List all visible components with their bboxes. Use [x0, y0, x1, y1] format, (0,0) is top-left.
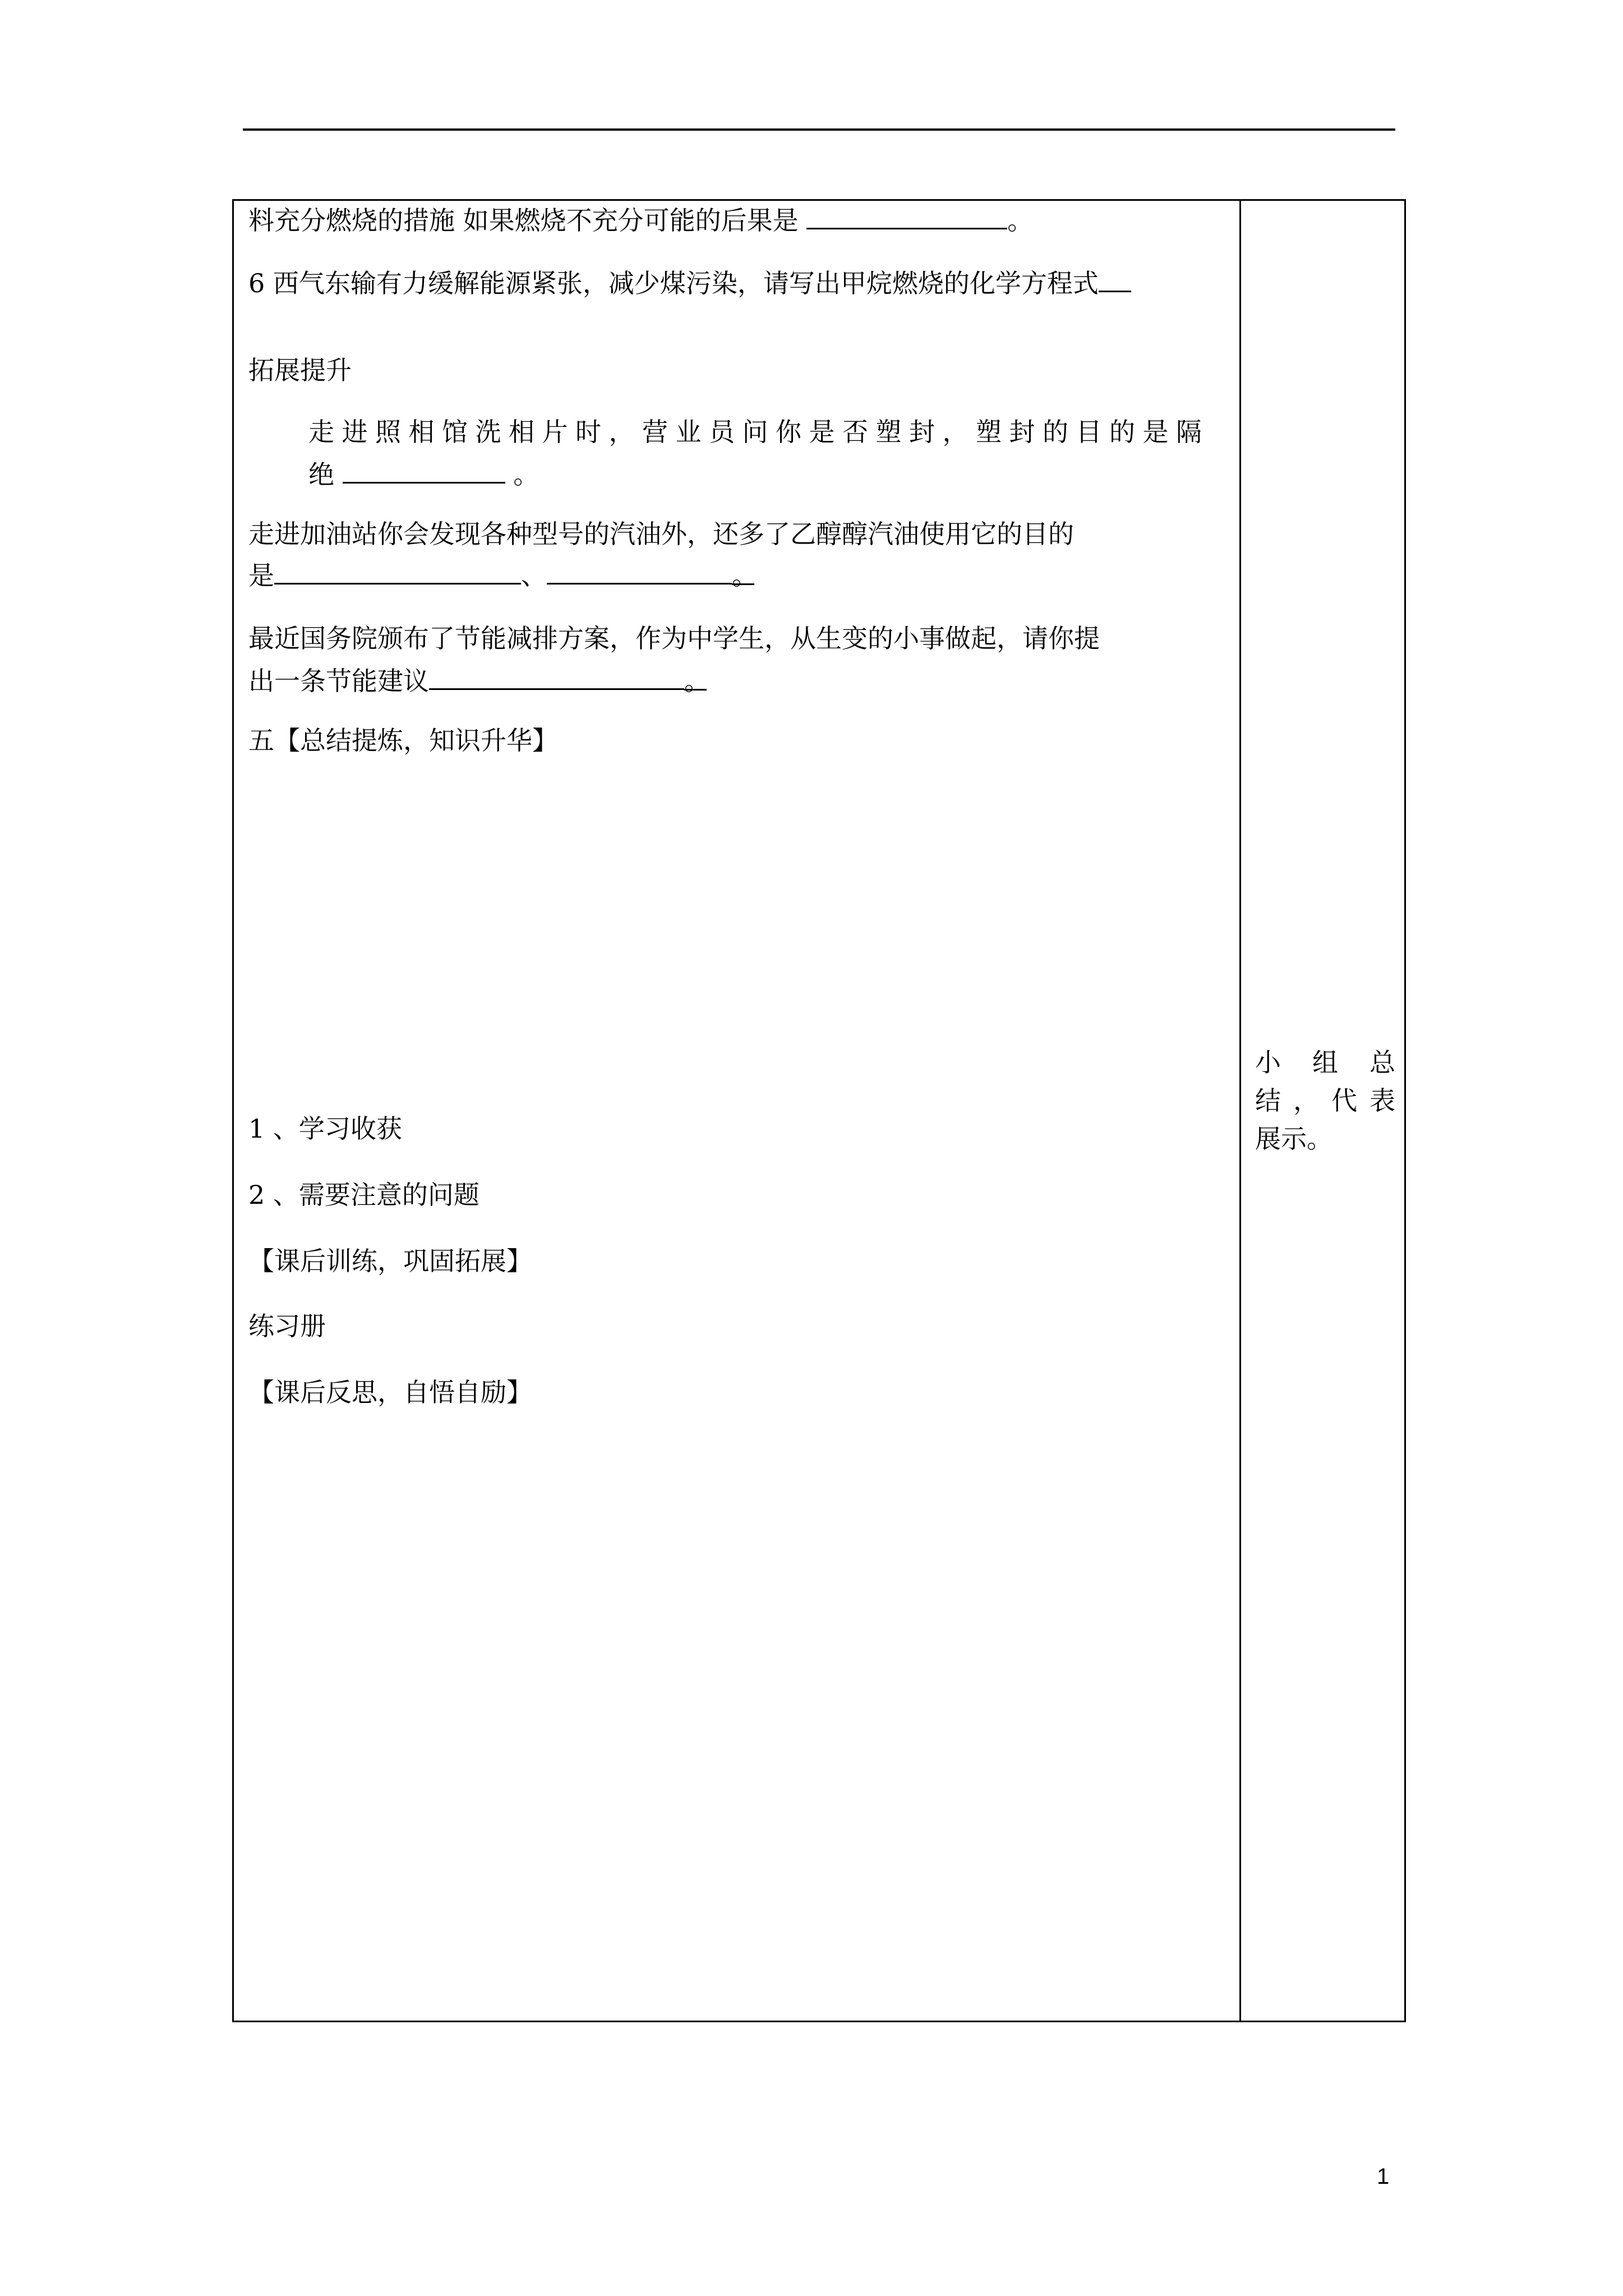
- period-mark: 。: [732, 559, 754, 585]
- photo-question-line1: 走进照相馆洗相片时，营业员问你是否塑封，塑封的目的是隔: [308, 417, 1210, 447]
- answer-blank-purpose-2: [547, 558, 732, 585]
- attention-item: 2 、需要注意的问题: [248, 1180, 479, 1210]
- header-rule: [243, 128, 1395, 131]
- answer-blank-consequence[interactable]: [806, 203, 1007, 229]
- side-note-line3: 展示。: [1255, 1124, 1332, 1154]
- learning-gain-item: 1 、学习收获: [248, 1114, 402, 1144]
- period-mark: 。: [1007, 205, 1034, 236]
- side-note-line1: 小 组 总: [1255, 1047, 1395, 1078]
- gas-station-question-line1: 走进加油站你会发现各种型号的汽油外，还多了乙醇醇汽油使用它的目的: [248, 519, 1074, 549]
- side-note-line2: 结，代表: [1255, 1085, 1395, 1116]
- period-mark: 。: [684, 664, 707, 691]
- period-mark: 。: [505, 459, 540, 490]
- answer-blank-equation[interactable]: [1099, 266, 1131, 292]
- energy-saving-question-line2: [248, 664, 710, 698]
- energy-saving-question-line1: 最近国务院颁布了节能减排方案，作为中学生，从生变的小事做起，请你提: [248, 623, 1100, 654]
- combustion-measures-text: 料充分燃烧的措施 如果燃烧不充分可能的后果是: [248, 205, 807, 236]
- page-number: 1: [1377, 2164, 1390, 2189]
- answer-blank-isolate[interactable]: [343, 457, 505, 484]
- reflection-heading: 【课后反思，自悟自励】: [248, 1377, 532, 1407]
- homework-heading: 【课后训练，巩固拓展】: [248, 1246, 532, 1276]
- group-summary-note: [1255, 1043, 1395, 1158]
- section-extend-heading: 拓展提升: [248, 355, 352, 385]
- photo-question-start: 绝: [308, 459, 343, 490]
- combustion-measures-line: [248, 203, 1033, 237]
- energy-saving-question-start: 出一条节能建议: [248, 666, 429, 696]
- gas-station-question-start: 是: [248, 560, 274, 591]
- separator-mark: 、: [521, 560, 547, 591]
- answer-blank-suggestion[interactable]: [429, 664, 684, 690]
- methane-equation-text: 6 西气东输有力缓解能源紧张，减少煤污染，请写出甲烷燃烧的化学方程式: [248, 268, 1099, 298]
- workbook-label: 练习册: [248, 1311, 326, 1341]
- answer-blank-purpose-1[interactable]: [274, 558, 521, 585]
- gas-station-question-line2: [248, 558, 758, 592]
- table-column-divider: [1239, 199, 1241, 2022]
- summary-heading: 五【总结提炼，知识升华】: [248, 725, 558, 756]
- methane-equation-line: [248, 266, 1131, 300]
- photo-question-line2: [308, 457, 539, 491]
